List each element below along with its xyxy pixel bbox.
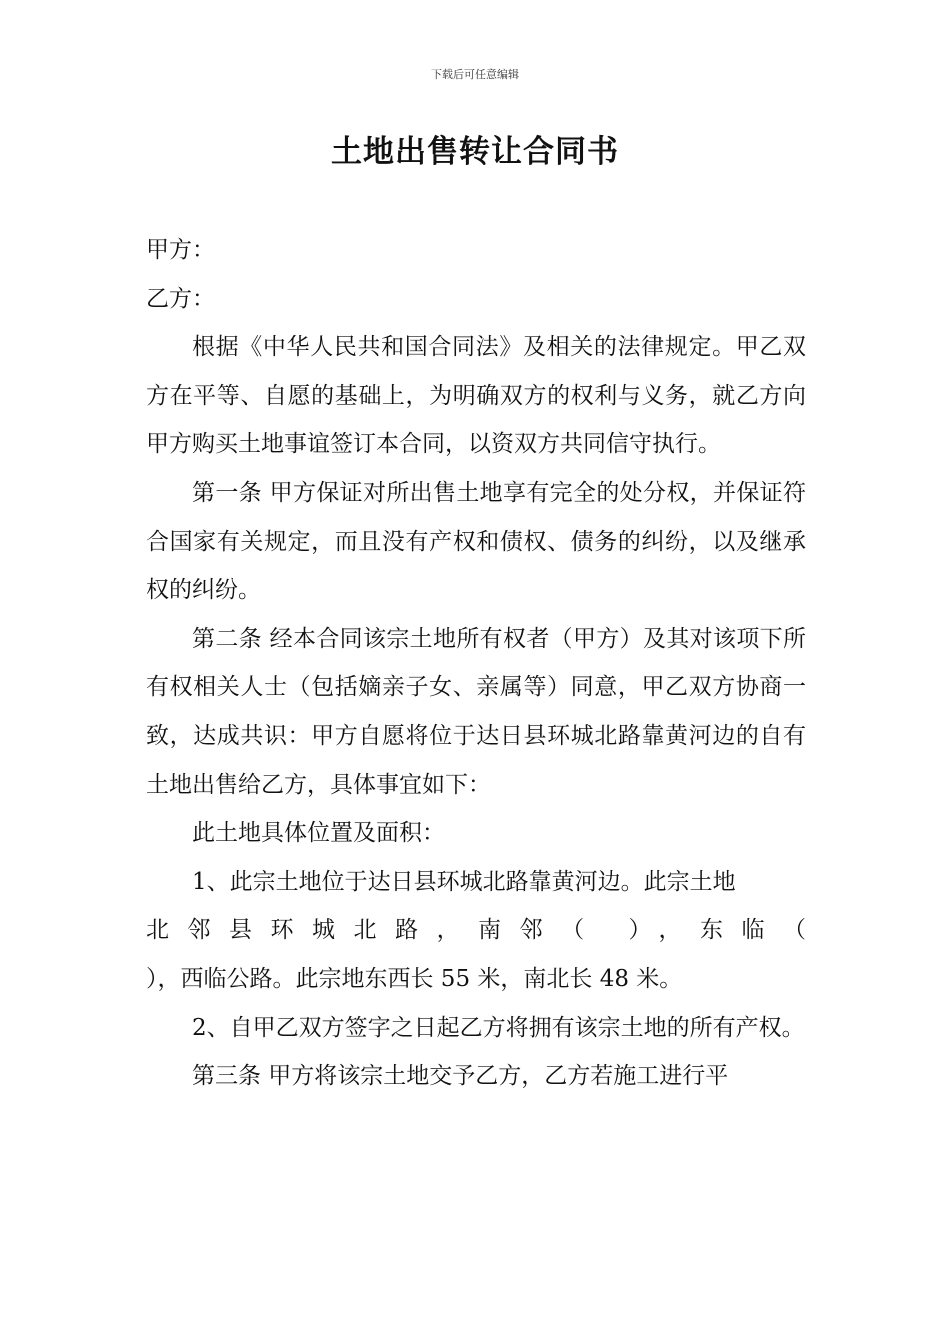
location-heading: 此土地具体位置及面积：: [192, 820, 445, 847]
article-1-paragraph: 第一条 甲方保证对所出售土地享有完全的处分权，并保证符合国家有关规定，而且没有产权和债权、债务的纠纷，以及继承权的纠纷。: [146, 479, 806, 604]
article-3-paragraph: 第三条 甲方将该宗土地交予乙方，乙方若施工进行平: [192, 1063, 729, 1090]
item-1-paragraph-line-3: ），西临公路。此宗地东西长 55 米，南北长 48 米。: [146, 965, 683, 992]
item-1-paragraph-line-2: [146, 906, 806, 955]
party-b-line: 乙方：: [146, 285, 215, 312]
document-body: [146, 226, 806, 1101]
article-2-paragraph: 第二条 经本合同该宗土地所有权者（甲方）及其对该项下所有权相关人士（包括嫡亲子女、亲属等）同意，甲乙双方协商一致，达成共识：甲方自愿将位于达日县环城北路靠黄河边的自有土地出售给乙方，具体事宜如下：: [146, 625, 806, 798]
intro-paragraph: 根据《中华人民共和国合同法》及相关的法律规定。甲乙双方在平等、自愿的基础上，为明确双方的权利与义务，就乙方向甲方购买土地事谊签订本合同，以资双方共同信守执行。: [146, 334, 806, 458]
document-title: 土地出售转让合同书: [331, 134, 619, 170]
party-a-line: 甲方：: [146, 237, 215, 263]
header-note: 下载后可任意编辑: [431, 68, 519, 81]
item-1-paragraph-line-1: 1、此宗土地位于达日县环城北路靠黄河边。此宗土地: [192, 868, 736, 895]
item-2-paragraph: 2、自甲乙双方签字之日起乙方将拥有该宗土地的所有产权。: [192, 1014, 805, 1041]
item-1-line-2-text: 北邻县环城北路，南邻（ ），东临（: [146, 917, 806, 944]
